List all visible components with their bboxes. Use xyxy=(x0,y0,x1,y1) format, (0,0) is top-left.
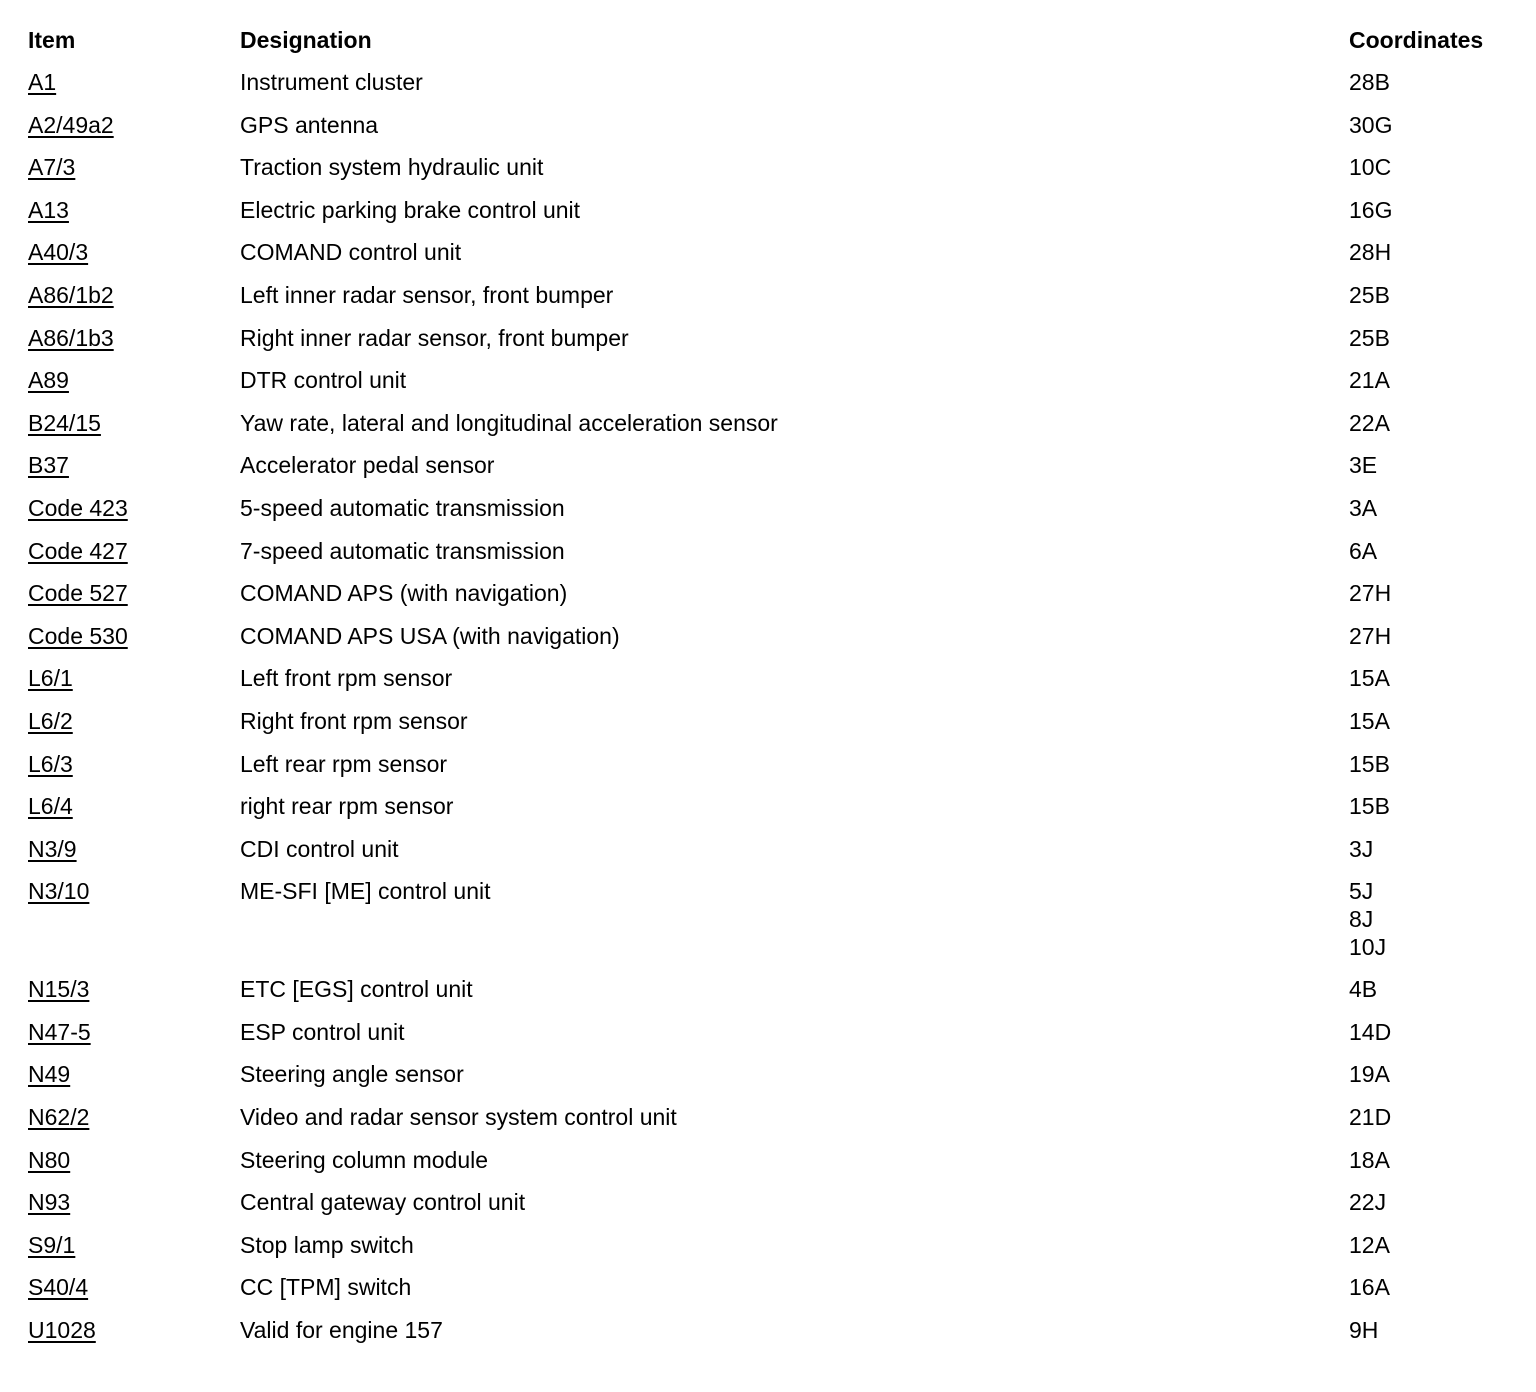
table-row xyxy=(28,281,1518,324)
designation-cell: COMAND APS (with navigation) xyxy=(240,580,568,607)
table-body xyxy=(28,68,1518,1359)
table-row xyxy=(28,1018,1518,1061)
table-row xyxy=(28,750,1518,793)
table-row xyxy=(28,1316,1518,1359)
coordinates-cell xyxy=(1349,622,1518,650)
coordinate-value: 18A xyxy=(1349,1146,1390,1173)
coordinate-value: 16G xyxy=(1349,196,1393,223)
coordinate-value: 5J xyxy=(1349,878,1374,905)
table-row xyxy=(28,1231,1518,1274)
item-link[interactable]: B37 xyxy=(28,452,69,479)
item-link[interactable]: U1028 xyxy=(28,1317,96,1344)
coordinate-value: 3A xyxy=(1349,494,1378,521)
coordinates-cell xyxy=(1349,1146,1518,1174)
coordinates-cell xyxy=(1349,579,1518,607)
item-cell xyxy=(28,1146,240,1174)
table-row xyxy=(28,366,1518,409)
coordinates-cell xyxy=(1349,877,1518,975)
designation-cell: right rear rpm sensor xyxy=(240,793,454,820)
item-cell xyxy=(28,451,240,479)
item-link[interactable]: S9/1 xyxy=(28,1231,76,1258)
item-cell xyxy=(28,238,240,266)
coordinates-cell xyxy=(1349,750,1518,778)
item-cell xyxy=(28,1018,240,1046)
item-link[interactable]: N3/10 xyxy=(28,878,90,905)
coordinates-cell xyxy=(1349,153,1518,181)
item-cell xyxy=(28,1316,240,1344)
designation-cell: 5-speed automatic transmission xyxy=(240,494,565,521)
item-link[interactable]: N80 xyxy=(28,1146,71,1173)
coordinates-cell xyxy=(1349,1018,1518,1046)
table-row xyxy=(28,153,1518,196)
item-link[interactable]: Code 427 xyxy=(28,537,128,564)
coordinate-value: 14D xyxy=(1349,1018,1392,1045)
coordinate-value: 27H xyxy=(1349,622,1392,649)
item-cell xyxy=(28,281,240,309)
coordinates-cell xyxy=(1349,281,1518,309)
coordinates-cell xyxy=(1349,68,1518,96)
item-cell xyxy=(28,792,240,820)
coordinates-cell xyxy=(1349,1060,1518,1088)
item-cell xyxy=(28,664,240,692)
item-cell xyxy=(28,68,240,96)
coordinates-cell xyxy=(1349,1316,1518,1344)
coordinate-value: 19A xyxy=(1349,1061,1390,1088)
header-designation: Designation xyxy=(240,27,372,53)
coordinates-cell xyxy=(1349,1188,1518,1216)
coordinate-value: 25B xyxy=(1349,324,1390,351)
item-cell xyxy=(28,1231,240,1259)
item-link[interactable]: N47-5 xyxy=(28,1018,91,1045)
designation-cell: ME-SFI [ME] control unit xyxy=(240,878,491,905)
item-cell xyxy=(28,366,240,394)
item-link[interactable]: N62/2 xyxy=(28,1104,90,1131)
item-link[interactable]: L6/3 xyxy=(28,750,73,777)
item-link[interactable]: A1 xyxy=(28,69,57,95)
item-cell xyxy=(28,707,240,735)
item-link[interactable]: A7/3 xyxy=(28,154,76,181)
table-row xyxy=(28,494,1518,537)
table-row xyxy=(28,1273,1518,1316)
table-header xyxy=(28,26,1518,68)
item-link[interactable]: L6/2 xyxy=(28,707,73,734)
table-row xyxy=(28,68,1518,111)
coordinates-cell xyxy=(1349,664,1518,692)
table-row xyxy=(28,622,1518,665)
coordinate-value: 21A xyxy=(1349,367,1390,394)
item-link[interactable]: A86/1b2 xyxy=(28,281,114,308)
item-link[interactable]: N3/9 xyxy=(28,835,77,862)
item-cell xyxy=(28,1103,240,1131)
coordinate-value: 6A xyxy=(1349,537,1378,564)
table-row xyxy=(28,707,1518,750)
coordinates-cell xyxy=(1349,366,1518,394)
coordinate-value: 3E xyxy=(1349,452,1378,479)
item-cell xyxy=(28,622,240,650)
designation-cell: ETC [EGS] control unit xyxy=(240,976,473,1003)
table-row xyxy=(28,451,1518,494)
coordinates-cell xyxy=(1349,494,1518,522)
table-row xyxy=(28,537,1518,580)
item-cell xyxy=(28,494,240,522)
designation-cell: COMAND APS USA (with navigation) xyxy=(240,622,620,649)
coordinate-value: 10C xyxy=(1349,154,1392,181)
coordinate-value: 16A xyxy=(1349,1274,1390,1301)
designation-cell: Traction system hydraulic unit xyxy=(240,154,544,181)
item-link[interactable]: B24/15 xyxy=(28,409,101,436)
item-link[interactable]: A13 xyxy=(28,196,69,223)
coordinate-value: 28H xyxy=(1349,239,1392,266)
designation-cell: Central gateway control unit xyxy=(240,1189,526,1216)
coordinates-cell xyxy=(1349,451,1518,479)
coordinates-cell xyxy=(1349,975,1518,1003)
coordinate-value: 21D xyxy=(1349,1104,1392,1131)
coordinate-value: 27H xyxy=(1349,580,1392,607)
designation-cell: Left inner radar sensor, front bumper xyxy=(240,281,614,308)
designation-cell: Steering angle sensor xyxy=(240,1061,464,1088)
item-link[interactable]: L6/1 xyxy=(28,665,73,692)
designation-cell: Yaw rate, lateral and longitudinal acceleration sensor xyxy=(240,409,778,436)
item-cell xyxy=(28,1273,240,1301)
coordinates-cell xyxy=(1349,1273,1518,1301)
item-link[interactable]: A2/49a2 xyxy=(28,111,114,138)
designation-cell: ESP control unit xyxy=(240,1018,405,1045)
designation-cell: Video and radar sensor system control unit xyxy=(240,1104,677,1131)
designation-cell: COMAND control unit xyxy=(240,239,462,266)
item-cell xyxy=(28,975,240,1003)
designation-cell: CC [TPM] switch xyxy=(240,1274,412,1301)
coordinate-value: 15A xyxy=(1349,665,1390,692)
designation-cell: Valid for engine 157 xyxy=(240,1317,443,1344)
item-cell xyxy=(28,579,240,607)
table-row xyxy=(28,238,1518,281)
item-cell xyxy=(28,835,240,863)
coordinates-cell xyxy=(1349,792,1518,820)
table-row xyxy=(28,1188,1518,1231)
item-cell xyxy=(28,1188,240,1216)
coordinates-cell xyxy=(1349,835,1518,863)
table-row xyxy=(28,324,1518,367)
header-item: Item xyxy=(28,27,76,53)
item-link[interactable]: A89 xyxy=(28,367,69,394)
table-row xyxy=(28,975,1518,1018)
coordinates-cell xyxy=(1349,324,1518,352)
coordinate-value: 15B xyxy=(1349,750,1390,777)
coordinate-value: 15A xyxy=(1349,707,1390,734)
coordinates-cell xyxy=(1349,196,1518,224)
item-cell xyxy=(28,1060,240,1088)
item-link[interactable]: N93 xyxy=(28,1189,71,1216)
designation-cell: DTR control unit xyxy=(240,367,407,394)
designation-cell: Accelerator pedal sensor xyxy=(240,452,495,479)
designation-cell: CDI control unit xyxy=(240,835,399,862)
table-row xyxy=(28,409,1518,452)
item-cell xyxy=(28,750,240,778)
coordinate-value: 22A xyxy=(1349,409,1390,436)
designation-cell: Right inner radar sensor, front bumper xyxy=(240,324,629,351)
coordinate-value: 15B xyxy=(1349,793,1390,820)
header-coordinates: Coordinates xyxy=(1349,27,1484,53)
item-cell xyxy=(28,111,240,139)
table-row xyxy=(28,1146,1518,1189)
item-cell xyxy=(28,153,240,181)
item-cell xyxy=(28,877,240,905)
coordinate-value: 28B xyxy=(1349,69,1390,95)
designation-cell: Stop lamp switch xyxy=(240,1231,414,1258)
item-cell xyxy=(28,196,240,224)
coordinate-value: 3J xyxy=(1349,835,1374,862)
coordinate-value: 9H xyxy=(1349,1317,1379,1344)
item-cell xyxy=(28,324,240,352)
item-link[interactable]: Code 530 xyxy=(28,622,128,649)
item-link[interactable]: A86/1b3 xyxy=(28,324,114,351)
coordinate-value: 25B xyxy=(1349,281,1390,308)
table-row xyxy=(28,1103,1518,1146)
table-row xyxy=(28,579,1518,622)
coordinates-cell xyxy=(1349,409,1518,437)
table-row xyxy=(28,111,1518,154)
coordinates-cell xyxy=(1349,111,1518,139)
coordinates-cell xyxy=(1349,1231,1518,1259)
designation-cell: Left front rpm sensor xyxy=(240,665,453,692)
item-link[interactable]: L6/4 xyxy=(28,793,73,820)
designation-cell: GPS antenna xyxy=(240,111,379,138)
item-cell xyxy=(28,409,240,437)
item-link[interactable]: Code 527 xyxy=(28,580,128,607)
coordinate-value: 30G xyxy=(1349,111,1393,138)
item-link[interactable]: S40/4 xyxy=(28,1274,89,1301)
coordinate-value: 12A xyxy=(1349,1231,1390,1258)
coordinate-value: 10J xyxy=(1349,934,1387,961)
designation-cell: Electric parking brake control unit xyxy=(240,196,581,223)
item-link[interactable]: A40/3 xyxy=(28,239,89,266)
coordinates-cell xyxy=(1349,238,1518,266)
table-row xyxy=(28,877,1518,975)
table-row xyxy=(28,664,1518,707)
table-row xyxy=(28,196,1518,239)
item-cell xyxy=(28,537,240,565)
designation-cell: Instrument cluster xyxy=(240,69,423,95)
table-row xyxy=(28,835,1518,878)
coordinates-cell xyxy=(1349,537,1518,565)
designation-cell: Steering column module xyxy=(240,1146,489,1173)
coordinates-cell xyxy=(1349,1103,1518,1131)
coordinate-value: 4B xyxy=(1349,976,1378,1003)
designation-cell: 7-speed automatic transmission xyxy=(240,537,565,564)
coordinate-value: 8J xyxy=(1349,906,1374,933)
item-link[interactable]: Code 423 xyxy=(28,494,128,521)
table-row xyxy=(28,792,1518,835)
coordinates-cell xyxy=(1349,707,1518,735)
item-link[interactable]: N49 xyxy=(28,1061,71,1088)
coordinate-value: 22J xyxy=(1349,1189,1387,1216)
designation-cell: Right front rpm sensor xyxy=(240,707,468,734)
table-row xyxy=(28,1060,1518,1103)
designation-cell: Left rear rpm sensor xyxy=(240,750,448,777)
component-table xyxy=(28,26,1518,1359)
item-link[interactable]: N15/3 xyxy=(28,976,90,1003)
